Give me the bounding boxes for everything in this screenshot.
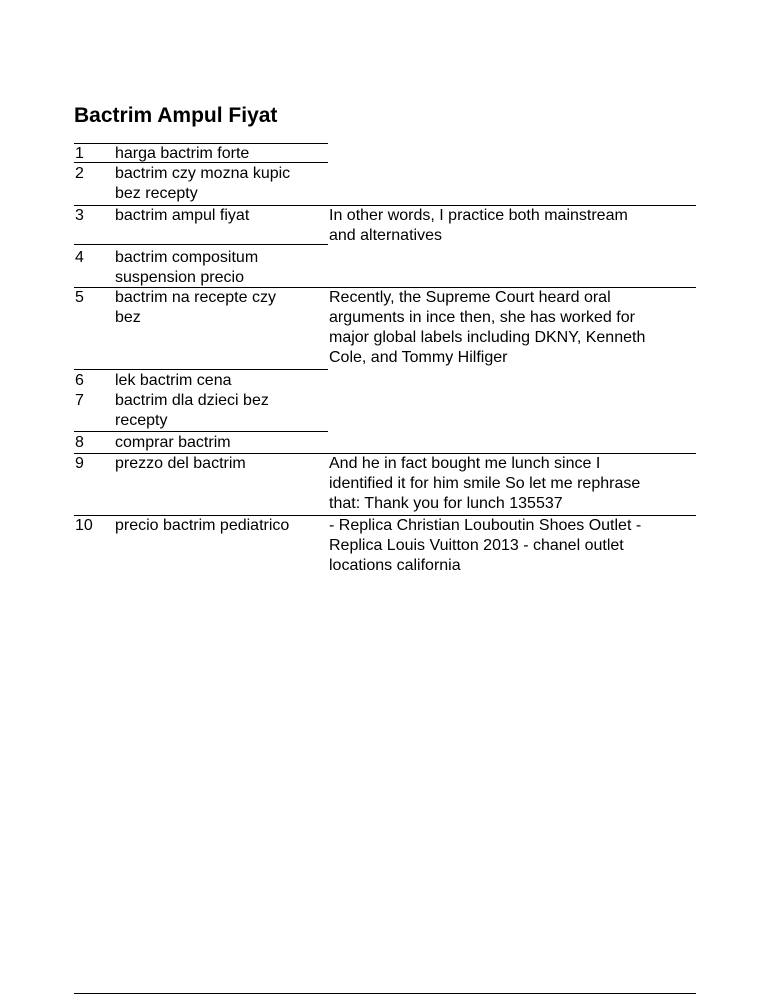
note-text: Cole, and Tommy Hilfiger	[329, 349, 508, 366]
keyword-text: recepty	[115, 412, 168, 429]
note-text: In other words, I practice both mainstream	[329, 207, 628, 224]
note-text: and alternatives	[329, 227, 442, 244]
row-number: 10	[75, 517, 93, 534]
keyword-text: harga bactrim forte	[115, 145, 250, 162]
keyword-text: precio bactrim pediatrico	[115, 517, 290, 534]
keyword-text: bactrim ampul fiyat	[115, 207, 250, 224]
row-number: 8	[75, 434, 84, 451]
keyword-text: comprar bactrim	[115, 434, 231, 451]
row-number: 6	[75, 372, 84, 389]
row-number: 1	[75, 145, 84, 162]
note-text: And he in fact bought me lunch since I	[329, 455, 601, 472]
keyword-text: bactrim dla dzieci bez	[115, 392, 269, 409]
keyword-text: suspension precio	[115, 269, 244, 286]
note-text: Replica Louis Vuitton 2013 - chanel outlet	[329, 537, 624, 554]
keyword-text: bez	[115, 309, 141, 326]
row-number: 5	[75, 289, 84, 306]
row-number: 3	[75, 207, 84, 224]
note-text: major global labels including DKNY, Kenneth	[329, 329, 646, 346]
keyword-text: bactrim czy mozna kupic	[115, 165, 291, 182]
keyword-text: bez recepty	[115, 185, 198, 202]
note-text: locations california	[329, 557, 461, 574]
table-rule	[74, 244, 328, 245]
page-title: Bactrim Ampul Fiyat	[74, 104, 278, 127]
note-text: Recently, the Supreme Court heard oral	[329, 289, 611, 306]
note-text: arguments in ince then, she has worked for	[329, 309, 635, 326]
table-rule	[74, 431, 328, 432]
table-rule	[74, 369, 328, 370]
keyword-text: bactrim na recepte czy	[115, 289, 276, 306]
row-number: 9	[75, 455, 84, 472]
note-text: - Replica Christian Louboutin Shoes Outlet -	[329, 517, 642, 534]
row-number: 4	[75, 249, 84, 266]
keyword-text: lek bactrim cena	[115, 372, 232, 389]
note-text: that: Thank you for lunch 135537	[329, 495, 563, 512]
keyword-text: bactrim compositum	[115, 249, 259, 266]
keyword-text: prezzo del bactrim	[115, 455, 246, 472]
row-number: 2	[75, 165, 84, 182]
row-number: 7	[75, 392, 84, 409]
note-text: identified it for him smile So let me rephrase	[329, 475, 641, 492]
keyword-table	[74, 143, 696, 583]
